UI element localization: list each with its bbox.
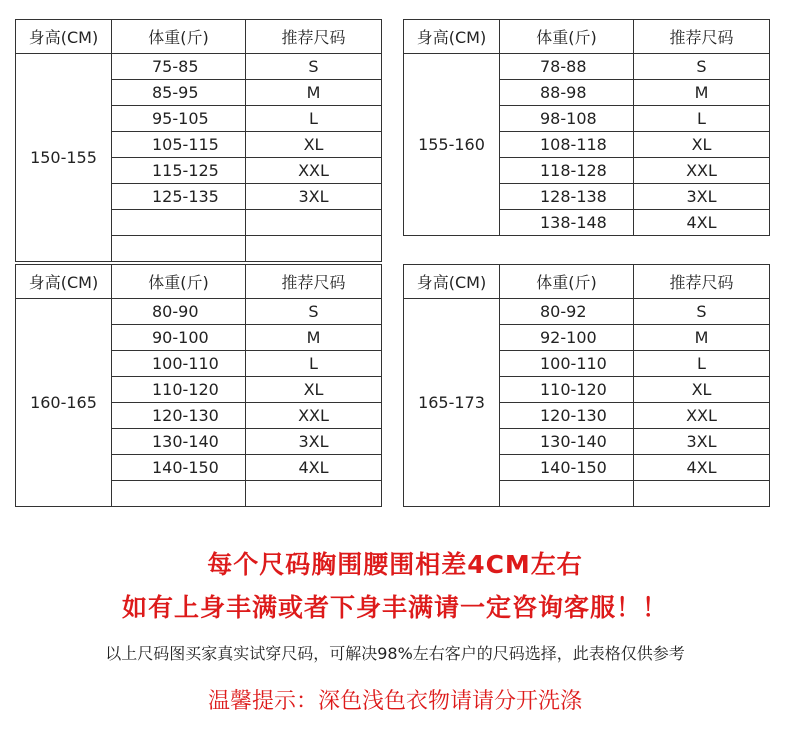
weight-cell: 110-120 (112, 377, 246, 403)
size-table-1 (15, 19, 382, 262)
height-range: 150-155 (16, 54, 112, 262)
size-cell: M (246, 80, 382, 106)
size-cell: XXL (634, 403, 770, 429)
size-cell: XXL (246, 158, 382, 184)
size-cell: S (634, 54, 770, 80)
size-cell: M (634, 325, 770, 351)
size-cell: S (246, 54, 382, 80)
notice-contact-service: 如有上身丰满或者下身丰满请一定咨询客服！！ (121, 593, 668, 622)
weight-cell: 88-98 (500, 80, 634, 106)
size-table-2 (403, 19, 770, 236)
size-cell: XL (634, 132, 770, 158)
size-table-4 (403, 264, 770, 507)
weight-cell: 140-150 (112, 455, 246, 481)
size-cell (246, 210, 382, 236)
height-range: 165-173 (404, 299, 500, 507)
weight-cell: 85-95 (112, 80, 246, 106)
notice-measure-diff: 每个尺码胸围腰围相差4CM左右 (207, 550, 583, 579)
header-height: 身高(CM) (404, 20, 500, 54)
size-cell: 3XL (634, 184, 770, 210)
weight-cell: 108-118 (500, 132, 634, 158)
weight-cell: 120-130 (112, 403, 246, 429)
header-size: 推荐尺码 (246, 20, 382, 54)
weight-cell: 110-120 (500, 377, 634, 403)
size-cell: L (246, 106, 382, 132)
header-height: 身高(CM) (16, 20, 112, 54)
weight-cell: 92-100 (500, 325, 634, 351)
size-cell: 4XL (634, 455, 770, 481)
size-cell: 4XL (246, 455, 382, 481)
weight-cell: 128-138 (500, 184, 634, 210)
height-range: 155-160 (404, 54, 500, 236)
size-cell: L (634, 351, 770, 377)
weight-cell: 125-135 (112, 184, 246, 210)
weight-cell (112, 481, 246, 507)
size-table-3 (15, 264, 382, 507)
header-weight: 体重(斤) (112, 20, 246, 54)
size-cell: 4XL (634, 210, 770, 236)
size-cell (246, 236, 382, 262)
size-cell: XXL (634, 158, 770, 184)
weight-cell: 80-92 (500, 299, 634, 325)
notice-size-reference: 以上尺码图买家真实试穿尺码，可解决98%左右客户的尺码选择，此表格仅供参考 (105, 644, 685, 663)
weight-cell (112, 210, 246, 236)
weight-cell (112, 236, 246, 262)
weight-cell: 138-148 (500, 210, 634, 236)
size-cell: M (634, 80, 770, 106)
weight-cell: 95-105 (112, 106, 246, 132)
weight-cell: 80-90 (112, 299, 246, 325)
header-size: 推荐尺码 (246, 265, 382, 299)
header-height: 身高(CM) (16, 265, 112, 299)
weight-cell: 98-108 (500, 106, 634, 132)
size-cell: 3XL (634, 429, 770, 455)
size-cell: 3XL (246, 184, 382, 210)
size-cell: XL (246, 377, 382, 403)
size-cell: M (246, 325, 382, 351)
weight-cell: 100-110 (500, 351, 634, 377)
size-cell: L (246, 351, 382, 377)
weight-cell: 75-85 (112, 54, 246, 80)
header-weight: 体重(斤) (112, 265, 246, 299)
header-size: 推荐尺码 (634, 20, 770, 54)
weight-cell: 105-115 (112, 132, 246, 158)
size-cell: XL (246, 132, 382, 158)
header-height: 身高(CM) (404, 265, 500, 299)
weight-cell: 120-130 (500, 403, 634, 429)
weight-cell: 140-150 (500, 455, 634, 481)
weight-cell: 115-125 (112, 158, 246, 184)
size-cell (634, 481, 770, 507)
header-weight: 体重(斤) (500, 20, 634, 54)
weight-cell: 90-100 (112, 325, 246, 351)
notice-washing-tip: 温馨提示：深色浅色衣物请请分开洗涤 (207, 689, 582, 714)
weight-cell: 130-140 (500, 429, 634, 455)
size-cell: S (634, 299, 770, 325)
height-range: 160-165 (16, 299, 112, 507)
weight-cell: 130-140 (112, 429, 246, 455)
header-weight: 体重(斤) (500, 265, 634, 299)
weight-cell (500, 481, 634, 507)
size-cell (246, 481, 382, 507)
weight-cell: 118-128 (500, 158, 634, 184)
size-cell: L (634, 106, 770, 132)
size-cell: S (246, 299, 382, 325)
weight-cell: 100-110 (112, 351, 246, 377)
size-cell: 3XL (246, 429, 382, 455)
weight-cell: 78-88 (500, 54, 634, 80)
size-cell: XXL (246, 403, 382, 429)
header-size: 推荐尺码 (634, 265, 770, 299)
size-cell: XL (634, 377, 770, 403)
